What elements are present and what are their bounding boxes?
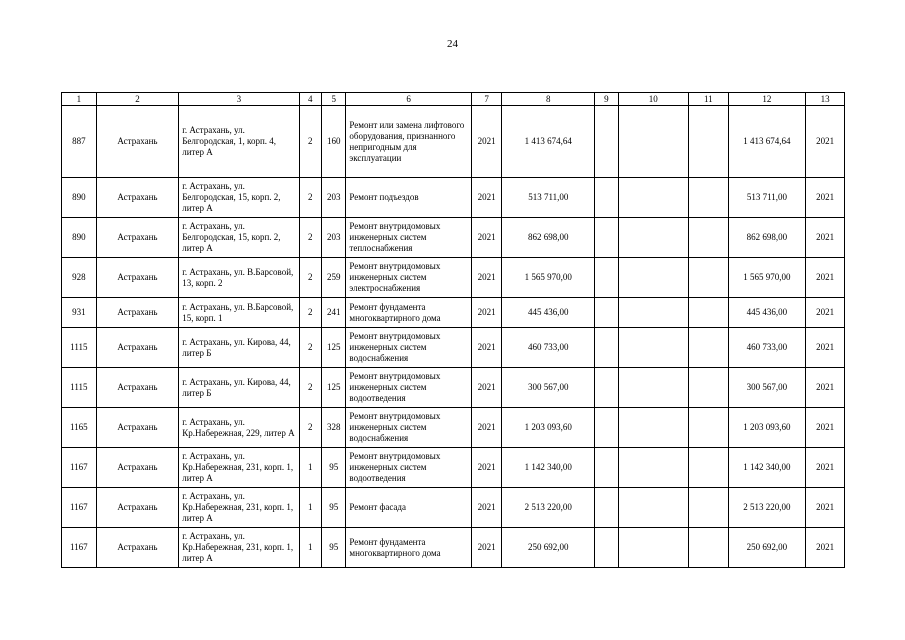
- municipality-cell: Астрахань: [96, 328, 179, 368]
- year-cell: 2021: [471, 528, 502, 568]
- row-number-cell: 890: [62, 178, 97, 218]
- col10-cell: [618, 368, 688, 408]
- column-header: 2: [96, 93, 179, 106]
- address-cell: г. Астрахань, ул. Белгородская, 1, корп. 4, литер А: [179, 106, 299, 178]
- col4-cell: 2: [299, 368, 321, 408]
- col9-cell: [595, 218, 618, 258]
- total-cost-cell: 2 513 220,00: [728, 488, 805, 528]
- completion-year-cell: 2021: [806, 328, 845, 368]
- col4-cell: 2: [299, 408, 321, 448]
- column-header: 10: [618, 93, 688, 106]
- col10-cell: [618, 488, 688, 528]
- column-header: 8: [502, 93, 595, 106]
- table-row: [62, 218, 845, 258]
- col5-cell: 160: [321, 106, 345, 178]
- row-number-cell: 887: [62, 106, 97, 178]
- municipality-cell: Астрахань: [96, 528, 179, 568]
- address-cell: г. Астрахань, ул. Белгородская, 15, корп. 2, литер А: [179, 218, 299, 258]
- col5-cell: 125: [321, 368, 345, 408]
- address-cell: г. Астрахань, ул. В.Барсовой, 15, корп. 1: [179, 298, 299, 328]
- address-cell: г. Астрахань, ул. Кирова, 44, литер Б: [179, 328, 299, 368]
- row-number-cell: 890: [62, 218, 97, 258]
- year-cell: 2021: [471, 106, 502, 178]
- col5-cell: 203: [321, 218, 345, 258]
- work-type-cell: Ремонт внутридомовых инженерных систем водоотведения: [346, 368, 471, 408]
- col9-cell: [595, 488, 618, 528]
- total-cost-cell: 1 413 674,64: [728, 106, 805, 178]
- address-cell: г. Астрахань, ул. Кр.Набережная, 231, корп. 1, литер А: [179, 448, 299, 488]
- cost-cell: 300 567,00: [502, 368, 595, 408]
- municipality-cell: Астрахань: [96, 258, 179, 298]
- table-row: [62, 328, 845, 368]
- completion-year-cell: 2021: [806, 488, 845, 528]
- cost-cell: 460 733,00: [502, 328, 595, 368]
- work-type-cell: Ремонт внутридомовых инженерных систем водоотведения: [346, 448, 471, 488]
- col4-cell: 2: [299, 298, 321, 328]
- col11-cell: [688, 298, 728, 328]
- row-number-cell: 1115: [62, 368, 97, 408]
- total-cost-cell: 1 203 093,60: [728, 408, 805, 448]
- col5-cell: 95: [321, 528, 345, 568]
- col9-cell: [595, 258, 618, 298]
- cost-cell: 513 711,00: [502, 178, 595, 218]
- work-type-cell: Ремонт внутридомовых инженерных систем водоснабжения: [346, 408, 471, 448]
- column-header: 12: [728, 93, 805, 106]
- column-header: 5: [321, 93, 345, 106]
- col10-cell: [618, 178, 688, 218]
- completion-year-cell: 2021: [806, 218, 845, 258]
- cost-cell: 2 513 220,00: [502, 488, 595, 528]
- col10-cell: [618, 258, 688, 298]
- capital-repair-table: [61, 92, 845, 568]
- work-type-cell: Ремонт или замена лифтового оборудования, признанного непригодным для эксплуатации: [346, 106, 471, 178]
- row-number-cell: 1165: [62, 408, 97, 448]
- col5-cell: 125: [321, 328, 345, 368]
- work-type-cell: Ремонт подъездов: [346, 178, 471, 218]
- cost-cell: 445 436,00: [502, 298, 595, 328]
- col10-cell: [618, 408, 688, 448]
- address-cell: г. Астрахань, ул. Кр.Набережная, 229, литер А: [179, 408, 299, 448]
- cost-cell: 1 413 674,64: [502, 106, 595, 178]
- year-cell: 2021: [471, 448, 502, 488]
- municipality-cell: Астрахань: [96, 298, 179, 328]
- completion-year-cell: 2021: [806, 178, 845, 218]
- col9-cell: [595, 408, 618, 448]
- row-number-cell: 1115: [62, 328, 97, 368]
- cost-cell: 250 692,00: [502, 528, 595, 568]
- column-header: 1: [62, 93, 97, 106]
- table-row: [62, 258, 845, 298]
- col5-cell: 95: [321, 448, 345, 488]
- column-header: 13: [806, 93, 845, 106]
- table-row: [62, 528, 845, 568]
- total-cost-cell: 460 733,00: [728, 328, 805, 368]
- municipality-cell: Астрахань: [96, 408, 179, 448]
- column-header: 4: [299, 93, 321, 106]
- year-cell: 2021: [471, 298, 502, 328]
- work-type-cell: Ремонт внутридомовых инженерных систем водоснабжения: [346, 328, 471, 368]
- col9-cell: [595, 448, 618, 488]
- col5-cell: 328: [321, 408, 345, 448]
- address-cell: г. Астрахань, ул. Белгородская, 15, корп. 2, литер А: [179, 178, 299, 218]
- col10-cell: [618, 298, 688, 328]
- col9-cell: [595, 106, 618, 178]
- column-header: 11: [688, 93, 728, 106]
- col11-cell: [688, 218, 728, 258]
- column-header: 6: [346, 93, 471, 106]
- year-cell: 2021: [471, 488, 502, 528]
- table-row: [62, 448, 845, 488]
- col4-cell: 2: [299, 218, 321, 258]
- col10-cell: [618, 448, 688, 488]
- table-row: [62, 368, 845, 408]
- col11-cell: [688, 448, 728, 488]
- work-type-cell: Ремонт фундамента многоквартирного дома: [346, 528, 471, 568]
- header-row: [62, 93, 845, 106]
- row-number-cell: 1167: [62, 488, 97, 528]
- address-cell: г. Астрахань, ул. Кр.Набережная, 231, корп. 1, литер А: [179, 488, 299, 528]
- col4-cell: 2: [299, 106, 321, 178]
- address-cell: г. Астрахань, ул. В.Барсовой, 13, корп. 2: [179, 258, 299, 298]
- completion-year-cell: 2021: [806, 408, 845, 448]
- municipality-cell: Астрахань: [96, 178, 179, 218]
- total-cost-cell: 300 567,00: [728, 368, 805, 408]
- municipality-cell: Астрахань: [96, 488, 179, 528]
- col9-cell: [595, 368, 618, 408]
- total-cost-cell: 1 142 340,00: [728, 448, 805, 488]
- completion-year-cell: 2021: [806, 528, 845, 568]
- work-type-cell: Ремонт внутридомовых инженерных систем электроснабжения: [346, 258, 471, 298]
- cost-cell: 862 698,00: [502, 218, 595, 258]
- table-row: [62, 298, 845, 328]
- col11-cell: [688, 408, 728, 448]
- year-cell: 2021: [471, 178, 502, 218]
- col11-cell: [688, 528, 728, 568]
- municipality-cell: Астрахань: [96, 448, 179, 488]
- col4-cell: 1: [299, 528, 321, 568]
- col9-cell: [595, 298, 618, 328]
- col9-cell: [595, 328, 618, 368]
- col10-cell: [618, 528, 688, 568]
- col10-cell: [618, 106, 688, 178]
- row-number-cell: 928: [62, 258, 97, 298]
- total-cost-cell: 445 436,00: [728, 298, 805, 328]
- address-cell: г. Астрахань, ул. Кр.Набережная, 231, корп. 1, литер А: [179, 528, 299, 568]
- cost-cell: 1 142 340,00: [502, 448, 595, 488]
- col4-cell: 2: [299, 258, 321, 298]
- year-cell: 2021: [471, 408, 502, 448]
- col5-cell: 259: [321, 258, 345, 298]
- table-row: [62, 408, 845, 448]
- col5-cell: 95: [321, 488, 345, 528]
- work-type-cell: Ремонт фасада: [346, 488, 471, 528]
- col11-cell: [688, 106, 728, 178]
- col4-cell: 2: [299, 328, 321, 368]
- year-cell: 2021: [471, 368, 502, 408]
- completion-year-cell: 2021: [806, 368, 845, 408]
- total-cost-cell: 1 565 970,00: [728, 258, 805, 298]
- col11-cell: [688, 178, 728, 218]
- cost-cell: 1 203 093,60: [502, 408, 595, 448]
- column-header: 7: [471, 93, 502, 106]
- cost-cell: 1 565 970,00: [502, 258, 595, 298]
- col11-cell: [688, 488, 728, 528]
- total-cost-cell: 250 692,00: [728, 528, 805, 568]
- col11-cell: [688, 328, 728, 368]
- col9-cell: [595, 178, 618, 218]
- col10-cell: [618, 218, 688, 258]
- municipality-cell: Астрахань: [96, 106, 179, 178]
- col5-cell: 203: [321, 178, 345, 218]
- row-number-cell: 931: [62, 298, 97, 328]
- table-row: [62, 178, 845, 218]
- page-number: 24: [447, 38, 458, 50]
- col11-cell: [688, 368, 728, 408]
- work-type-cell: Ремонт фундамента многоквартирного дома: [346, 298, 471, 328]
- year-cell: 2021: [471, 218, 502, 258]
- year-cell: 2021: [471, 258, 502, 298]
- table-body: [62, 106, 845, 568]
- row-number-cell: 1167: [62, 448, 97, 488]
- col4-cell: 1: [299, 448, 321, 488]
- total-cost-cell: 513 711,00: [728, 178, 805, 218]
- year-cell: 2021: [471, 328, 502, 368]
- address-cell: г. Астрахань, ул. Кирова, 44, литер Б: [179, 368, 299, 408]
- completion-year-cell: 2021: [806, 448, 845, 488]
- row-number-cell: 1167: [62, 528, 97, 568]
- municipality-cell: Астрахань: [96, 218, 179, 258]
- col4-cell: 1: [299, 488, 321, 528]
- col5-cell: 241: [321, 298, 345, 328]
- total-cost-cell: 862 698,00: [728, 218, 805, 258]
- col9-cell: [595, 528, 618, 568]
- completion-year-cell: 2021: [806, 258, 845, 298]
- col11-cell: [688, 258, 728, 298]
- completion-year-cell: 2021: [806, 298, 845, 328]
- municipality-cell: Астрахань: [96, 368, 179, 408]
- completion-year-cell: 2021: [806, 106, 845, 178]
- table-row: [62, 106, 845, 178]
- col10-cell: [618, 328, 688, 368]
- work-type-cell: Ремонт внутридомовых инженерных систем теплоснабжения: [346, 218, 471, 258]
- table-row: [62, 488, 845, 528]
- col4-cell: 2: [299, 178, 321, 218]
- column-header: 3: [179, 93, 299, 106]
- column-header: 9: [595, 93, 618, 106]
